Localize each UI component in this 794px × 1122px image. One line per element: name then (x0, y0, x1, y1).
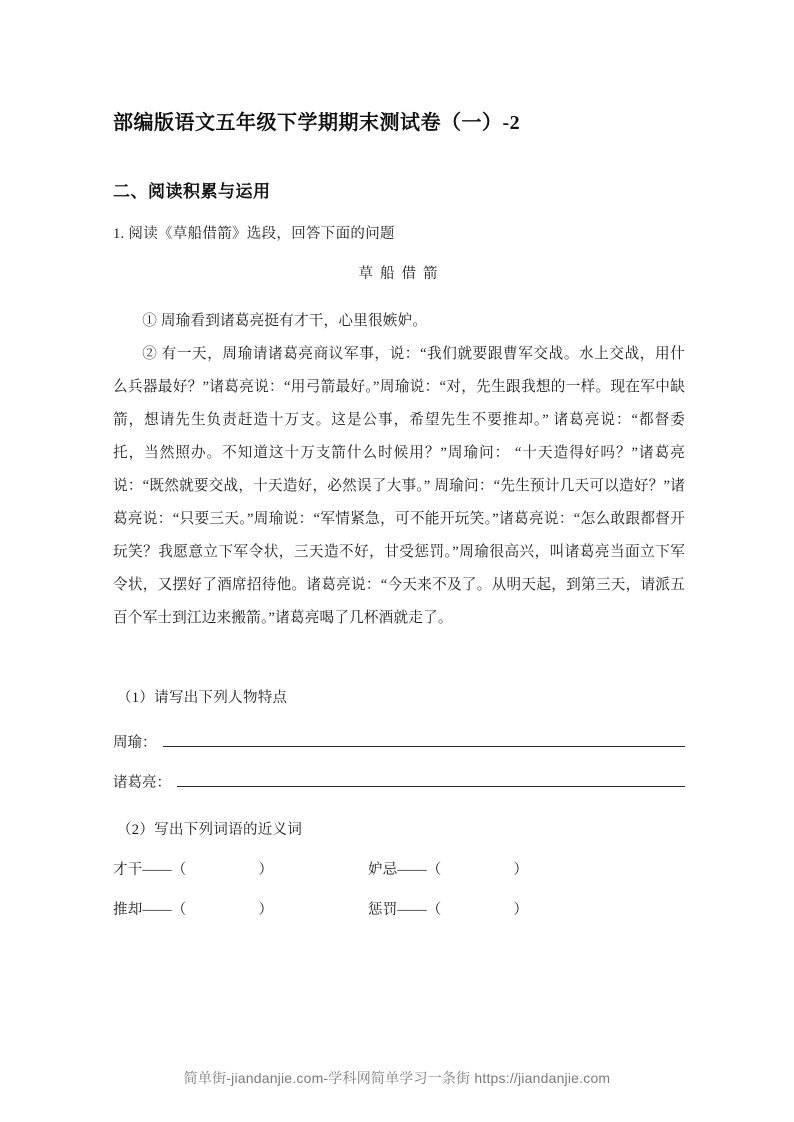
answer-label-zhouyu: 周瑜： (113, 735, 157, 751)
answer-row (113, 731, 685, 752)
page-title: 部编版语文五年级下学期期末测试卷（一）-2 (113, 112, 521, 134)
footer-watermark: 简单街-jiandanjie.com-学科网简单学习一条街 https://jiandanjie.com (183, 1070, 611, 1086)
synonym-item-tuique[interactable] (113, 898, 368, 919)
synonym-close-chengfa: ） (513, 902, 529, 918)
synonym-word-caigan: 才干——（ (113, 862, 187, 878)
synonym-word-chengfa: 惩罚——（ (368, 902, 442, 918)
synonym-close-tuique: ） (258, 902, 274, 918)
answer-blank-zhouyu[interactable] (163, 732, 686, 747)
synonym-close-duji: ） (513, 862, 529, 878)
section-heading: 二、阅读积累与运用 (113, 182, 271, 201)
sub-question-2-label: （2）写出下列词语的近义词 (117, 822, 303, 838)
synonym-grid (113, 858, 685, 938)
passage-paragraph: ① 周瑜看到诸葛亮挺有才干，心里很嫉妒。 (142, 313, 428, 329)
answer-blank-zhugeliang[interactable] (177, 772, 685, 787)
synonym-item-duji[interactable] (368, 858, 623, 879)
synonym-item-chengfa[interactable] (368, 898, 623, 919)
sub-question-1-label: （1）请写出下列人物特点 (117, 690, 288, 706)
synonym-word-duji: 妒忌——（ (368, 862, 442, 878)
passage-title: 草船借箭 (358, 266, 445, 282)
synonym-close-caigan: ） (258, 862, 274, 878)
answer-label-zhugeliang: 诸葛亮： (113, 775, 171, 791)
question-stem: 1. 阅读《草船借箭》选段，回答下面的问题 (113, 226, 395, 242)
synonym-item-caigan[interactable] (113, 858, 368, 879)
synonym-word-tuique: 推却——（ (113, 902, 187, 918)
passage-paragraph: ② 有一天，周瑜请诸葛亮商议军事，说：“我们就要跟曹军交战。水上交战，用什么兵器最好？”诸葛亮说：“用弓箭最好。”周瑜说：“对，先生跟我想的一样。现在军中缺箭，想请先生负责赶造十万支。这是公事，希望先生不要推却。” 诸葛亮说：“都督委托，当然照办。不知道这十万支箭什么时候用？”周瑜问： “十天造得好吗？”诸葛亮说：“既然就要交战，十天造好，必然误了大事。” 周瑜问：“先生预计几天可以造好？”诸葛亮说：“只要三天。”周瑜说：“军情紧急，可不能开玩笑。”诸葛亮说：“怎么敢跟都督开玩笑？我愿意立下军令状，三天造不好，甘受惩罚。”周瑜很高兴，叫诸葛亮当面立下军令状，又摆好了酒席招待他。诸葛亮说：“今天来不及了。从明天起，到第三天，请派五百个军士到江边来搬箭。”诸葛亮喝了几杯酒就走了。 (113, 346, 685, 626)
passage-body (113, 305, 685, 643)
answer-row (113, 771, 685, 792)
synonym-row (113, 898, 685, 938)
synonym-row (113, 858, 685, 898)
